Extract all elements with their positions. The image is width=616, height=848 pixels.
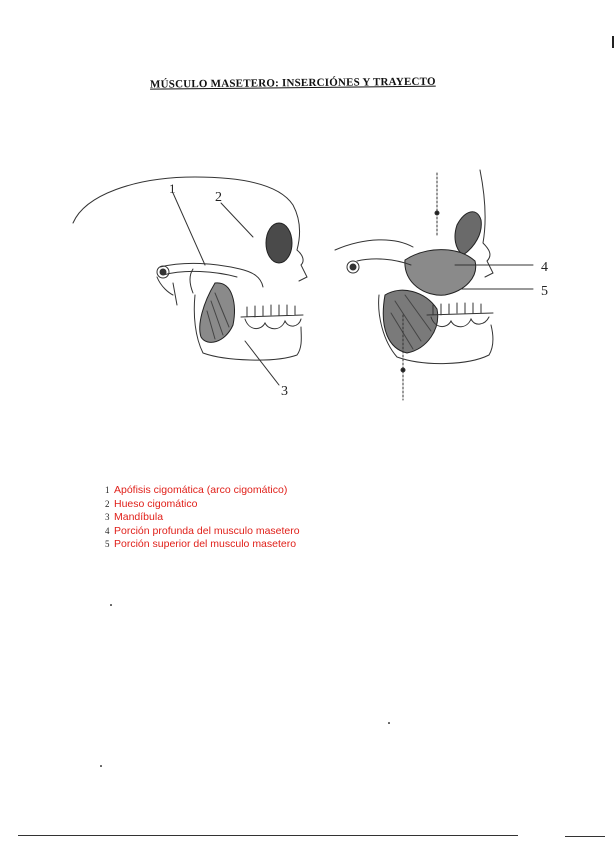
callout-1: 1 [169, 181, 176, 196]
left-zygomatic-arch-lower [163, 271, 237, 277]
callout-4: 4 [541, 260, 548, 275]
left-masseter-muscle [200, 283, 235, 342]
left-leader-1 [173, 193, 205, 265]
callout-3: 3 [281, 384, 288, 399]
right-axis-dot-top [435, 211, 439, 215]
right-deep-masseter [405, 250, 476, 296]
right-zygomatic-arch [357, 259, 411, 265]
left-zygomatic-arch [160, 263, 263, 287]
left-mastoid [157, 277, 177, 305]
legend-number: 4 [105, 525, 110, 536]
scan-speck [100, 765, 102, 767]
left-ear-canal-inner [160, 269, 166, 275]
legend-label: Hueso cigomático [114, 497, 198, 510]
legend-label: Mandíbula [114, 511, 164, 523]
left-ramus [190, 269, 193, 293]
left-skull [73, 177, 307, 399]
legend-label: Apófisis cigomática (arco cigomático) [114, 484, 288, 496]
right-skull [335, 170, 548, 400]
skull-drawings-svg [65, 165, 565, 405]
left-cranium-outline [73, 177, 300, 250]
bottom-rule-right [565, 836, 605, 837]
left-lower-teeth [245, 319, 301, 329]
legend-number: 2 [105, 498, 110, 509]
right-ear-canal-inner [350, 264, 356, 270]
legend-item [105, 525, 405, 539]
right-superficial-masseter [383, 290, 437, 353]
right-axis-dot-bottom [401, 368, 405, 372]
legend-number: 5 [105, 539, 110, 549]
legend-item [105, 538, 405, 552]
legend-label: Porción superior del musculo masetero [114, 538, 297, 550]
page-title: MÚSCULO MASETERO: INSERCIÓNES Y TRAYECTO [149, 75, 436, 91]
legend-item [105, 484, 405, 498]
callout-2: 2 [215, 190, 222, 205]
legend [105, 484, 405, 552]
right-face-profile [480, 170, 493, 277]
right-cranium-base [335, 240, 413, 250]
anatomical-illustration [65, 165, 565, 405]
left-leader-2 [221, 203, 253, 237]
scan-speck [110, 604, 112, 606]
legend-item [105, 511, 405, 525]
scan-edge-mark [612, 36, 614, 48]
callout-5: 5 [541, 284, 548, 299]
legend-label: Porción profunda del musculo masetero [114, 524, 300, 537]
left-upper-teeth [241, 305, 303, 317]
right-orbit-shading [455, 212, 481, 255]
legend-number: 1 [105, 485, 110, 495]
legend-item [105, 498, 405, 512]
left-leader-3 [245, 341, 279, 385]
right-lower-teeth [431, 317, 489, 327]
legend-number: 3 [105, 512, 110, 522]
left-orbit [266, 223, 292, 263]
left-nose [297, 250, 307, 281]
bottom-rule [18, 835, 518, 836]
scan-speck [388, 722, 390, 724]
